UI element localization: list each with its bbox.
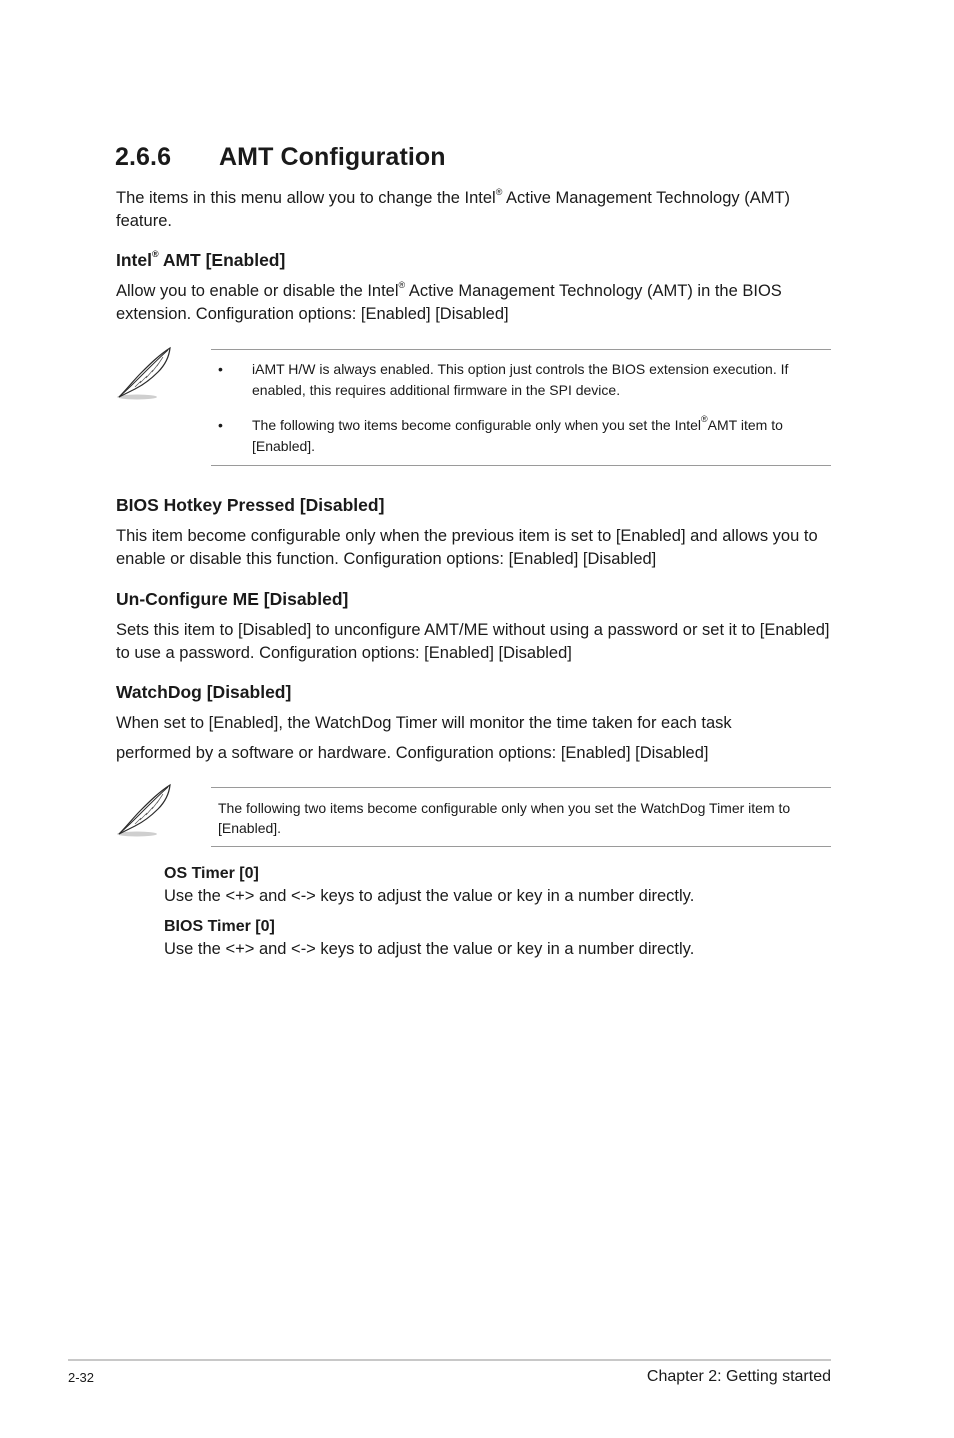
note-list <box>211 359 831 457</box>
watchdog-description-line1: When set to [Enabled], the WatchDog Timer will monitor the time taken for each task <box>116 714 732 732</box>
intro-text-1: The items in this menu allow you to change the Intel <box>116 189 496 207</box>
bios-hotkey-description: This item become configurable only when the previous item is set to [Enabled] and allows you to enable or disable this function. Configuration options: [Enabled] [Disabled] <box>116 527 818 568</box>
intel-amt-desc-2: Active Management Technology (AMT) in the BIOS extension. Configuration options: [Enabled] [Disabled] <box>116 282 782 323</box>
chapter-label: Chapter 2: Getting started <box>646 1368 831 1385</box>
page-number: 2-32 <box>68 1370 95 1385</box>
intel-amt-desc-1: Allow you to enable or disable the Intel <box>116 282 399 300</box>
feather-quill-note-icon <box>113 782 173 845</box>
note-box-amt <box>211 349 831 466</box>
bios-timer-description: Use the <+> and <-> keys to adjust the value or key in a number directly. <box>164 940 695 958</box>
intel-amt-heading <box>116 250 285 271</box>
note-item-text-1: The following two items become configurable only when you set the Intel <box>252 417 702 433</box>
bios-hotkey-heading: BIOS Hotkey Pressed [Disabled] <box>116 495 385 515</box>
section-title <box>115 143 446 172</box>
note-item <box>211 359 831 401</box>
registered-mark: ® <box>701 414 708 425</box>
bullet: • <box>218 361 223 377</box>
section-title-text: AMT Configuration <box>219 143 446 171</box>
note-box-watchdog <box>211 787 831 847</box>
intel-amt-heading-2: AMT [Enabled] <box>158 250 286 270</box>
unconfigure-me-heading: Un-Configure ME [Disabled] <box>116 589 349 609</box>
unconfigure-me-description: Sets this item to [Disabled] to unconfigure AMT/ME without using a password or set it to [Enabled] to use a password. Configuration options: [Enabled] [Disabled] <box>116 621 830 662</box>
feather-quill-note-icon <box>113 345 173 408</box>
os-timer-heading: OS Timer [0] <box>164 865 259 882</box>
registered-mark: ® <box>495 186 503 197</box>
note-item <box>211 415 831 457</box>
footer-divider <box>68 1359 831 1361</box>
note-text: The following two items become configurable only when you set the WatchDog Timer item to [Enabled]. <box>218 800 791 836</box>
registered-mark: ® <box>151 249 159 260</box>
registered-mark: ® <box>398 279 406 290</box>
intel-amt-heading-1: Intel <box>116 250 152 270</box>
intel-amt-description <box>116 280 841 326</box>
intro-text-2: Active Management Technology (AMT) feature. <box>116 189 791 230</box>
note-item-text: iAMT H/W is always enabled. This option just controls the BIOS extension execution. If enabled, this requires additional firmware in the SPI device. <box>252 361 789 398</box>
bios-timer-heading: BIOS Timer [0] <box>164 918 275 935</box>
intro-paragraph <box>116 187 841 233</box>
watchdog-description-line2: performed by a software or hardware. Configuration options: [Enabled] [Disabled] <box>116 744 709 762</box>
note-item-text-2: AMT item to [Enabled]. <box>252 417 783 454</box>
bullet: • <box>218 417 223 433</box>
os-timer-description: Use the <+> and <-> keys to adjust the value or key in a number directly. <box>164 887 695 905</box>
section-number: 2.6.6 <box>115 143 172 171</box>
watchdog-heading: WatchDog [Disabled] <box>116 682 292 702</box>
